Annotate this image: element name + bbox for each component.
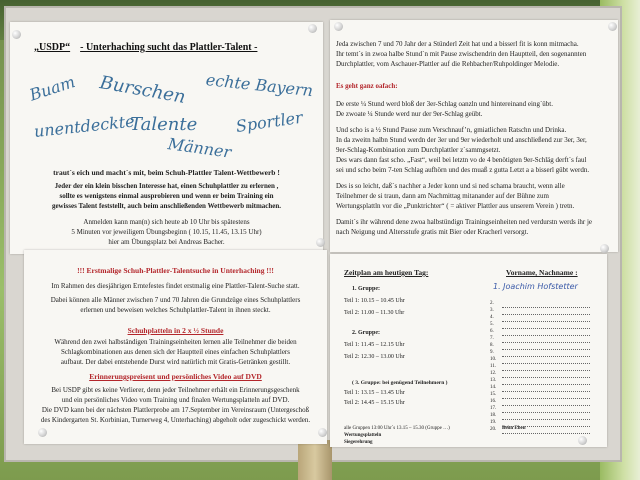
signup-number: 8.: [490, 343, 494, 348]
group2-part1: Teil 1: 11.45 – 12.15 Uhr: [344, 342, 405, 348]
signup-line: [502, 335, 590, 336]
pin: [38, 428, 47, 437]
para3-line1: Und scho is a ½ Stund Pause zum Verschnauf’n, gmiatlichen Ratschn und Drinka.: [336, 126, 567, 134]
signup-line: [502, 342, 590, 343]
signup-number: 20.: [490, 427, 497, 432]
para2-line2: De zwoate ¼ Stunde werd nur der 9er-Schlag geübt.: [336, 110, 483, 118]
poster-schedule-signup: [330, 254, 607, 447]
pin: [600, 244, 609, 253]
para1-line3: Durchplattler, vom Aschauer-Plattler auf die Rehbacher/Ruhpoldinger Melodie.: [336, 60, 560, 68]
signup-number: 18.: [490, 413, 497, 418]
word-echte-bayern: echte Bayern: [205, 70, 314, 101]
footer-right: Beim Eben: [502, 426, 526, 431]
word-burschen: Burschen: [98, 72, 188, 108]
interest-line-2: sollte es wenigstens einmal ausprobieren und wenn er beim Training ein: [59, 192, 274, 200]
poster-announcement: [24, 250, 327, 444]
para3-line4: Des wars dann fast scho. „Fast“, weil bei letztn vo de 4 benötigten 9er-Schläg derft´s faul: [336, 156, 587, 164]
para4-line1: Des is so leicht, daß´s nachher a Jeder konn und si ned schama braucht, wenn alle: [336, 182, 565, 190]
poster-talent-search: [10, 22, 323, 254]
signup-line: [502, 433, 590, 434]
intro-line-2: Dabei können alle Männer zwischen 7 und 70 Jahren die Grundzüge eines Schuhplattlers: [50, 296, 301, 304]
signup-line: [502, 405, 590, 406]
group2-label: 2. Gruppe:: [352, 330, 381, 336]
signup-line: [502, 384, 590, 385]
signup-line: [502, 321, 590, 322]
signup-number: 3.: [490, 308, 494, 313]
signup-line: [502, 412, 590, 413]
group2-part2: Teil 2: 12.30 – 13.00 Uhr: [344, 354, 405, 360]
pin: [12, 30, 21, 39]
training-line-1: Während den zwei halbständigen Trainingseinheiten lernen alle Teilnehmer die beiden: [54, 338, 297, 346]
word-buam: Buam: [27, 72, 78, 105]
signup-number: 12.: [490, 371, 497, 376]
signup-number: 19.: [490, 420, 497, 425]
registration-line-3: hier am Übungsplatz bei Andreas Bacher.: [108, 238, 225, 246]
signup-line: [502, 349, 590, 350]
signup-line: [502, 398, 590, 399]
para3-line5: sei und scho beim 7-ten Schlag aufhörn und des muaß z gutta Letzt a a bisserl gübt werdn.: [336, 166, 590, 174]
prize-subheading: Erinnerungspreisent und persönliches Video auf DVD: [89, 372, 262, 381]
signup-number: 15.: [490, 392, 497, 397]
signup-number: 7.: [490, 336, 494, 341]
para5-line2: nach Neigung und Altersstufe gratis mit Bier oder Kracherl versorgt.: [336, 228, 529, 236]
signup-number: 16.: [490, 399, 497, 404]
signup-number: 5.: [490, 322, 494, 327]
intro-line-3: erlernen und beweisen welches Schuhplattler-Talent in ihnen steckt.: [80, 306, 271, 314]
signup-number: 2.: [490, 301, 494, 306]
registration-line-1: Anmelden kann man(n) sich heute ab 10 Uhr bis spätestens: [83, 218, 250, 226]
word-unentdeckte: unentdeckte: [33, 111, 136, 141]
word-sportler: Sportler: [234, 107, 304, 136]
poster-bavarian-instructions: [330, 20, 618, 252]
signup-line: [502, 307, 590, 308]
signup-number: 9.: [490, 350, 494, 355]
training-subheading: Schuhplatteln in 2 x ½ Stunde: [127, 326, 224, 335]
pin: [316, 238, 325, 247]
para4-line3: Wertungsplattln vor die „Punktrichter“ ( = aktiver Plattler aus unserem Verein ) tretn.: [336, 202, 575, 210]
group3-label: ( 3. Gruppe: bei genügend Teilnehmern ): [352, 380, 448, 386]
interest-line-3: gewisses Talent feststellt, auch beim anschließenden Wettbewerb mitmachen.: [51, 202, 282, 210]
schedule-title: Zeitplan am heutigen Tag:: [344, 268, 429, 277]
heading-es-geht: Es geht ganz oafach:: [336, 82, 398, 90]
prize-line-2: und ein persönliches Video vom Training und finalen Wertungsplatteln auf DVD.: [61, 396, 290, 404]
word-maenner: Männer: [166, 134, 233, 162]
para1-line2: Ihr temt´s in zwoa halbe Stund´n mit Pause zwischendrin den Hauptteil, den sogenannten: [336, 50, 587, 58]
pin: [608, 22, 617, 31]
invitation-line: traut´s eich und macht´s mit, beim Schuh-Plattler Talent-Wettbewerb !: [53, 168, 280, 177]
footer-left-3: Siegerehrung: [344, 440, 373, 445]
signup-line: [502, 377, 590, 378]
pin: [334, 22, 343, 31]
signup-line: [502, 356, 590, 357]
signup-number: 14.: [490, 385, 497, 390]
para5-line1: Damit´s ihr während dene zwoa halbstündign Trainingseinheiten ned verdurstn werds ihr je: [336, 218, 593, 226]
pin: [318, 428, 327, 437]
intro-line-1: Im Rahmen des diesjährigen Erntefestes findet erstmalig eine Plattler-Talent-Suche statt.: [51, 282, 300, 290]
signup-number: 10.: [490, 357, 497, 362]
footer-left-2: Wertungsplatteln: [344, 433, 382, 438]
title-unterhaching: - Unterhaching sucht das Plattler-Talent -: [80, 42, 258, 53]
para4-line2: Teilnehmer de si traun, dann am Nachmittag mitanander auf der Bühne zum: [336, 192, 549, 200]
group3-part2: Teil 2: 14.45 – 15.15 Uhr: [344, 400, 405, 406]
signup-line: [502, 363, 590, 364]
group3-part1: Teil 1: 13.15 – 13.45 Uhr: [344, 390, 405, 396]
signup-line: [502, 419, 590, 420]
signup-number: 17.: [490, 406, 497, 411]
pin: [308, 24, 317, 33]
group1-part1: Teil 1: 10.15 – 10.45 Uhr: [344, 298, 405, 304]
announcement-title: !!! Erstmalige Schuh-Plattler-Talentsuche in Unterhaching !!!: [77, 266, 274, 275]
para2-line1: De erste ¼ Stund werd bloß der 3er-Schlag oanzln und hintereinand eing´übt.: [336, 100, 553, 108]
signup-line: [502, 370, 590, 371]
handwritten-name: 1. Joachim Hofstetter: [493, 282, 578, 291]
training-line-2: Schlagkombinationen aus denen sich der Hauptteil eines einfachen Schuhplattlers: [61, 348, 290, 356]
para3-line2: In da zweitn halbn Stund werdn der 3er und 9er wiederholt und anschließend zur 3er, 3er,: [336, 136, 587, 144]
signup-number: 6.: [490, 329, 494, 334]
names-title: Vorname, Nachname :: [506, 268, 578, 277]
pin: [578, 436, 587, 445]
group1-label: 1. Gruppe:: [352, 286, 381, 292]
signup-line: [502, 314, 590, 315]
group1-part2: Teil 2: 11.00 – 11.30 Uhr: [344, 310, 405, 316]
signup-line: [502, 391, 590, 392]
interest-line-1: Jeder der ein klein bisschen Interesse hat, einen Schuhplattler zu erlernen ,: [54, 182, 279, 190]
wooden-post: [298, 440, 332, 480]
word-talente: Talente: [130, 114, 198, 135]
training-line-3: aufbaut. Der dabei entstehende Durst wird natürlich mit Gratis-Getränken gestillt.: [60, 358, 291, 366]
signup-number: 4.: [490, 315, 494, 320]
registration-line-2: 5 Minuten vor jeweiligem Übungsbeginn ( 10.15, 11.45, 13.15 Uhr): [71, 228, 262, 236]
prize-line-1: Bei USDP gibt es keine Verlierer, denn jeder Teilnehmer erhält ein Erinnerungsgeschenk: [51, 386, 300, 394]
para1-line1: Jeda zwischen 7 und 70 Jahr der a Stünderl Zeit hat und a bisserl fit is konn mitmacha.: [336, 40, 579, 48]
title-usdp: „USDP“: [34, 42, 71, 53]
prize-line-3: Die DVD kann bei der nächsten Plattlerprobe am 17.September im Vereinsraum (Untergeschoß: [41, 406, 310, 414]
para3-line3: 9er-Schlag-Kombination zum Durchplattler z´sammgsetzt.: [336, 146, 501, 154]
prize-line-4: des Kindergarten St. Korbinian, Turnerweg 4, Unterhaching) abgeholt oder zugeschickt werden.: [40, 416, 311, 424]
signup-number: 11.: [490, 364, 497, 369]
footer-left-1: alle Gruppen 13:00 Uhr´s 13.15 – 15.30 (Gruppe …): [344, 426, 450, 431]
poster-title: [34, 42, 257, 53]
signup-line: [502, 426, 590, 427]
signup-number: 13.: [490, 378, 497, 383]
signup-line: [502, 328, 590, 329]
